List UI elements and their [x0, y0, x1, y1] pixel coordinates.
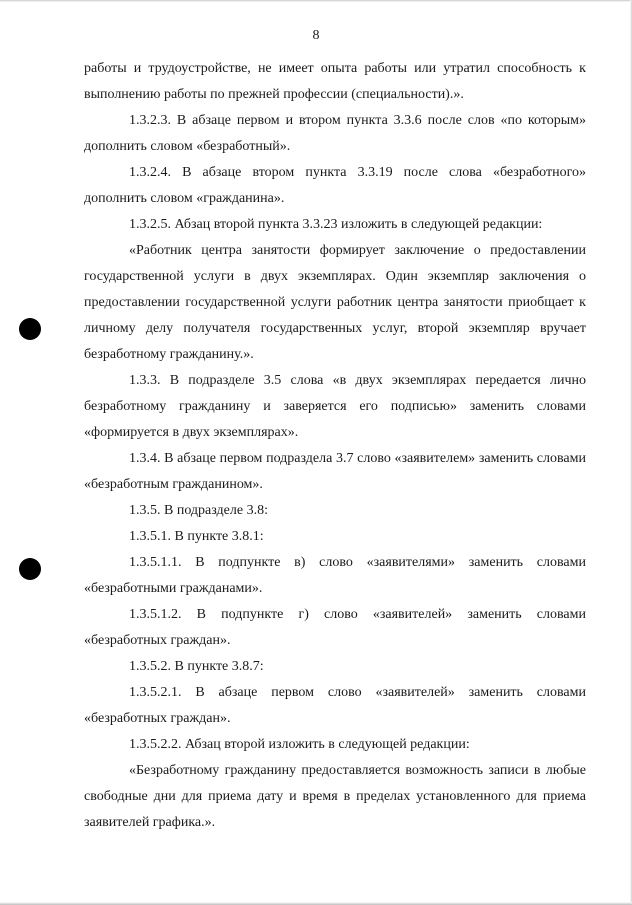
paragraph: 1.3.5.1.1. В подпункте в) слово «заявителями» заменить словами «безработными гражданами». — [84, 555, 586, 596]
paragraph: 1.3.5.2.1. В абзаце первом слово «заявителей» заменить словами «безработных граждан». — [84, 685, 586, 726]
paragraph: 1.3.5. В подразделе 3.8: — [129, 503, 268, 518]
paragraph: «Безработному гражданину предоставляется возможность записи в любые свободные дни для приема дату и время в пределах установленного для приема заявителей графика.». — [84, 763, 586, 830]
paragraph: 1.3.5.2.2. Абзац второй изложить в следующей редакции: — [129, 737, 470, 752]
paragraph: 1.3.2.5. Абзац второй пункта 3.3.23 изложить в следующей редакции: — [129, 217, 543, 232]
paragraph: работы и трудоустройстве, не имеет опыта работы или утратил способность к выполнению работы по прежней профессии (специальности).». — [84, 61, 586, 102]
paragraph: 1.3.5.1.2. В подпункте г) слово «заявителей» заменить словами «безработных граждан». — [84, 607, 586, 648]
paragraph: 1.3.5.1. В пункте 3.8.1: — [129, 529, 264, 544]
paragraph: 1.3.2.3. В абзаце первом и втором пункта 3.3.6 после слов «по которым» дополнить словом «безработный». — [84, 113, 586, 154]
page-number: 8 — [312, 28, 320, 43]
punch-hole-mark — [19, 318, 41, 340]
paragraph: 1.3.3. В подразделе 3.5 слова «в двух экземплярах передается лично безработному гражданину и заверяется его подписью» заменить словами «формируется в двух экземплярах». — [84, 373, 586, 440]
paragraph: 1.3.5.2. В пункте 3.8.7: — [129, 659, 264, 674]
scan-edge-top — [0, 0, 632, 2]
paragraph: 1.3.4. В абзаце первом подраздела 3.7 слово «заявителем» заменить словами «безработным гражданином». — [84, 451, 586, 492]
punch-hole-mark — [19, 558, 41, 580]
document-body — [84, 56, 586, 836]
paragraph: 1.3.2.4. В абзаце втором пункта 3.3.19 после слова «безработного» дополнить словом «гражданина». — [84, 165, 586, 206]
paragraph: «Работник центра занятости формирует заключение о предоставлении государственной услуги в двух экземплярах. Один экземпляр заключения о предоставлении государственной услуги работник центра занятости приобщает к личному делу получателя государственных услуг, второй экземпляр вручает безработному гражданину.». — [84, 243, 586, 362]
